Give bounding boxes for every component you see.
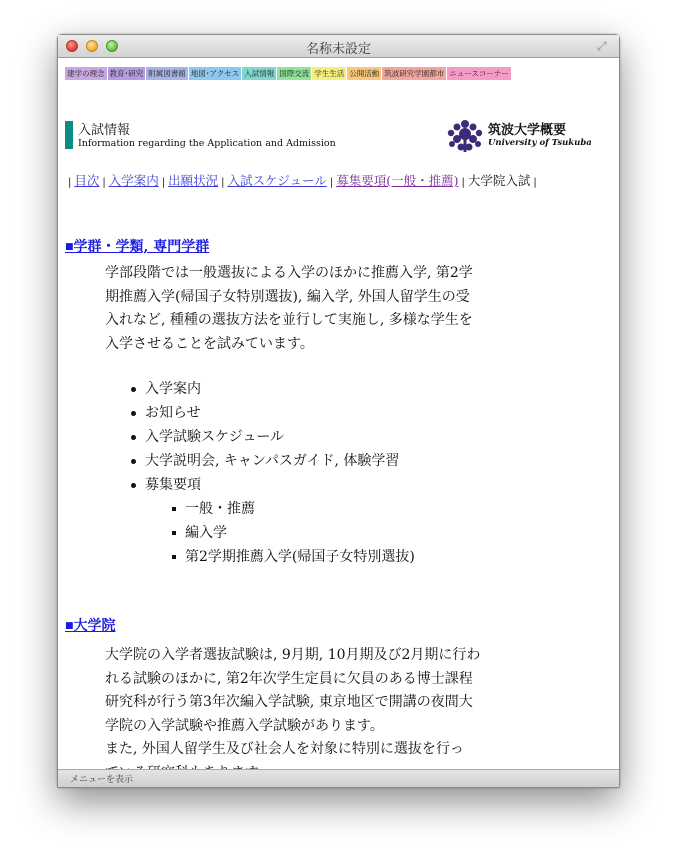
nav-item-founding-philosophy[interactable]: 建学の理念	[67, 69, 105, 78]
requirements-sublist	[185, 497, 415, 569]
section-heading-graduate[interactable]: ■大学院	[65, 618, 116, 634]
list-item: 第2学期推薦入学(帰国子女特別選抜)	[185, 545, 415, 569]
university-name-en: University of Tsukuba	[488, 138, 592, 148]
list-item: 一般・推薦	[185, 497, 415, 521]
status-bar	[58, 769, 619, 787]
list-item: 募集要項	[145, 473, 399, 497]
title-bar[interactable]	[58, 35, 619, 58]
nav-item-student-life[interactable]: 学生生活	[314, 69, 345, 78]
nav-item-international[interactable]: 国際交流	[279, 69, 310, 78]
list-item: 入学試験スケジュール	[145, 425, 399, 449]
undergraduate-description: 学部段階では一般選抜による入学のほかに推薦入学, 第2学 期推薦入学(帰国子女特別選抜), 編入学, 外国人留学生の受 入れなど, 種種の選抜方法を並行して実施し, 多様な学生を 入学させることを試みています。	[105, 265, 473, 352]
list-item: 編入学	[185, 521, 415, 545]
window-title: 名称未設定	[305, 41, 371, 56]
university-overview-link[interactable]: 筑波大学概要	[488, 123, 567, 138]
list-item: 入学案内	[145, 377, 399, 401]
link-contents[interactable]: 目次	[74, 173, 100, 188]
university-emblem-icon[interactable]	[446, 119, 484, 153]
page-content	[58, 58, 619, 769]
nav-item-admissions[interactable]: 入試情報	[244, 69, 275, 78]
nav-item-library[interactable]: 附属図書館	[148, 69, 186, 78]
nav-item-map-access[interactable]: 地図･アクセス	[190, 69, 240, 78]
fullscreen-icon[interactable]: ⤢	[597, 39, 607, 53]
link-application-status[interactable]: 出願状況	[168, 173, 219, 188]
link-admission-guide[interactable]: 入学案内	[108, 173, 159, 188]
undergraduate-list	[145, 377, 399, 497]
browser-window	[57, 34, 620, 788]
page-title: 入試情報	[78, 123, 131, 138]
site-nav-bar	[65, 67, 511, 80]
list-item: お知らせ	[145, 401, 399, 425]
list-item: 大学説明会, キャンパスガイド, 体験学習	[145, 449, 399, 473]
nav-item-news[interactable]: ニュースコーナー	[449, 69, 509, 78]
section-accent-bar	[65, 121, 73, 149]
current-page-graduate-exam: 大学院入試	[467, 173, 531, 188]
section-heading-undergraduate[interactable]: ■学群・学類, 専門学群	[65, 239, 210, 255]
graduate-description: 大学院の入学者選抜試験は, 9月期, 10月期及び2月期に行わ れる試験のほかに, 第2年次学生定員に欠員のある博士課程 研究科が行う第3年次編入学試験, 東京地区で開講の夜間大 学院の入学試験や推薦入学試験があります。 また, 外国人留学生及び社会人を対象に特別に選抜を行っ	[105, 647, 481, 757]
nav-item-public-activities[interactable]: 公開活動	[349, 69, 380, 78]
nav-item-science-city[interactable]: 筑波研究学園都市	[384, 69, 445, 78]
link-application-requirements[interactable]: 募集要項(一般・推薦)	[336, 173, 459, 188]
page-subtitle: Information regarding the Application and Admission	[78, 138, 336, 149]
status-text: メニューを表示	[70, 775, 134, 785]
nav-item-education-research[interactable]: 教育･研究	[109, 69, 144, 78]
admission-links-bar: | 目次 | 入学案内 | 出願状況 | 入試スケジュール | 募集要項(一般・推薦) | 大学院入試 |	[68, 173, 537, 188]
link-exam-schedule[interactable]: 入試スケジュール	[227, 173, 327, 188]
